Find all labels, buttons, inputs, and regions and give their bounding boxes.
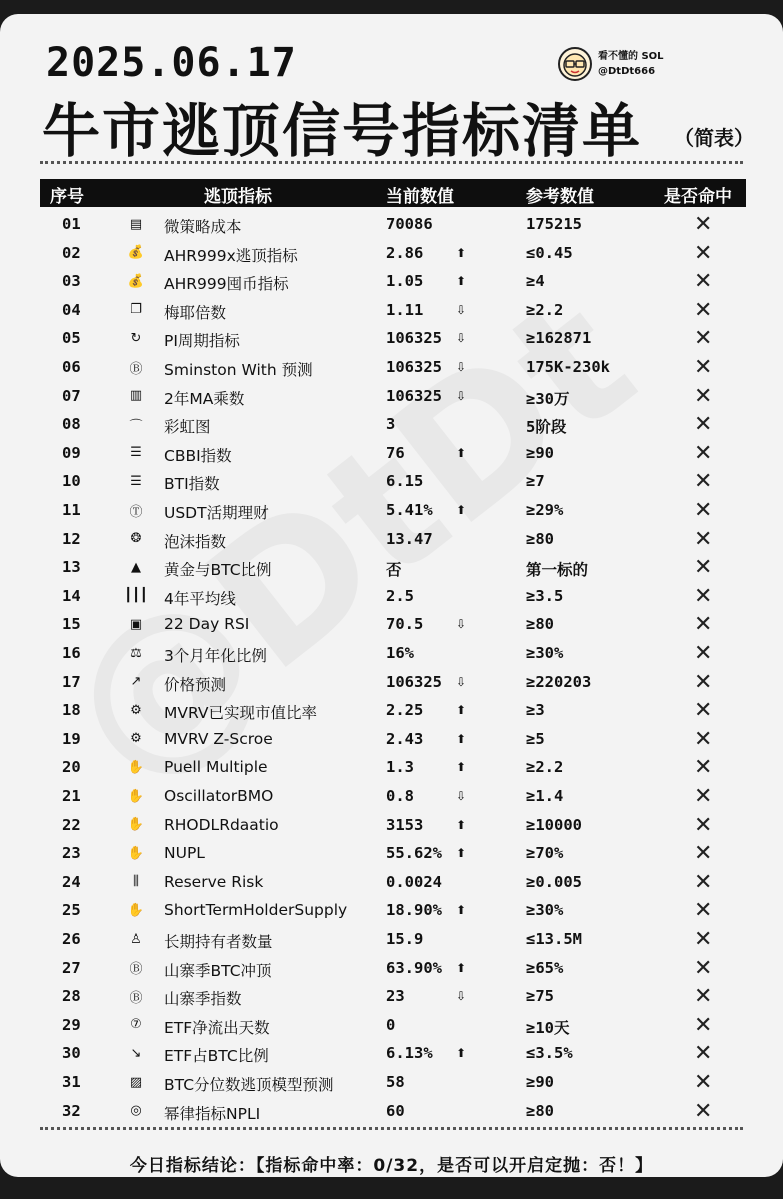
indicator-name: 梅耶倍数 <box>164 303 227 322</box>
not-hit-icon: ✕ <box>694 1041 713 1067</box>
reserve-icon: ⫼ <box>133 874 139 890</box>
current-value: 55.62% <box>386 844 442 863</box>
trend-arrow-icon: ⬆ <box>456 245 467 260</box>
not-hit-icon: ✕ <box>694 784 713 809</box>
table-row <box>0 324 783 353</box>
row-number: 09 <box>62 443 81 462</box>
report-date: 2025.06.17 <box>46 40 297 86</box>
indicator-name: PI周期指标 <box>164 332 240 351</box>
current-value: 106325 <box>386 358 442 376</box>
trend-arrow-icon: ⇩ <box>456 388 467 403</box>
indicator-name: 价格预测 <box>164 675 227 694</box>
current-value: 3 <box>386 415 396 434</box>
row-number: 16 <box>62 644 81 662</box>
calendar-icon: ⑦ <box>130 1017 142 1033</box>
row-number: 13 <box>62 558 81 577</box>
reference-value: ≥2.2 <box>526 758 564 777</box>
not-hit-icon: ✕ <box>694 927 713 952</box>
table-row <box>0 1039 783 1068</box>
bars-icon: ┃┃┃ <box>124 588 148 604</box>
document-icon: ▤ <box>129 216 143 232</box>
row-number: 08 <box>62 415 81 434</box>
not-hit-icon: ✕ <box>694 955 713 981</box>
gold-bars-icon: ▲ <box>131 559 141 575</box>
table-row <box>0 382 783 411</box>
trend-arrow-icon: ⬆ <box>456 274 467 289</box>
indicator-name: 彩虹图 <box>164 418 211 437</box>
page-title: 牛市逃顶信号指标清单 <box>42 97 643 165</box>
indicator-name: MVRV Z-Scroe <box>164 729 273 748</box>
indicator-name: 山寨季BTC冲顶 <box>164 961 272 980</box>
trend-arrow-icon: ⬆ <box>456 731 467 746</box>
reference-value: ≥75 <box>526 987 554 1006</box>
reference-value: ≥3 <box>526 701 545 720</box>
row-number: 04 <box>62 300 81 319</box>
reference-value: 175K-230k <box>526 358 610 376</box>
current-value: 2.5 <box>386 586 414 605</box>
table-row <box>0 868 783 897</box>
indicator-name: MVRV已实现市值比率 <box>164 704 318 723</box>
reference-value: ≤3.5% <box>526 1044 573 1063</box>
not-hit-icon: ✕ <box>694 440 713 466</box>
reference-value: ≥0.005 <box>526 872 582 891</box>
trend-arrow-icon: ⇩ <box>456 360 467 374</box>
table-row <box>0 410 783 439</box>
current-value: 1.11 <box>386 300 424 319</box>
indicator-name: 幂律指标NPLI <box>164 1104 261 1123</box>
column-header-hit: 是否命中 <box>664 187 732 207</box>
handshake-icon: ✋ <box>127 759 145 775</box>
indicator-name: 22 Day RSI <box>164 615 250 634</box>
not-hit-icon: ✕ <box>694 1012 713 1038</box>
indicator-name: 4年平均线 <box>164 589 236 608</box>
current-value: 6.15 <box>386 472 424 491</box>
not-hit-icon: ✕ <box>694 555 713 581</box>
current-value: 5.41% <box>386 501 433 519</box>
refresh-icon: ↻ <box>130 330 142 346</box>
page-subtitle: （简表） <box>674 126 754 150</box>
reference-value: ≥70% <box>526 844 564 863</box>
indicator-name: Sminston With 预测 <box>164 361 313 379</box>
handshake-icon: ✋ <box>127 817 145 833</box>
row-number: 19 <box>62 729 81 748</box>
table-row <box>0 782 783 811</box>
bitcoin-icon: Ⓑ <box>129 361 143 377</box>
row-number: 03 <box>62 272 81 291</box>
trend-arrow-icon: ⬆ <box>456 846 467 861</box>
reference-value: ≥2.2 <box>526 300 564 319</box>
indicator-name: NUPL <box>164 844 205 863</box>
table-row <box>0 839 783 868</box>
reference-value: ≥7 <box>526 472 545 491</box>
row-number: 01 <box>62 215 81 233</box>
indicator-name: BTI指数 <box>164 475 220 494</box>
not-hit-icon: ✕ <box>694 898 713 924</box>
tether-icon: Ⓣ <box>129 504 143 520</box>
row-number: 20 <box>62 758 81 777</box>
row-number: 32 <box>62 1101 81 1120</box>
current-value: 76 <box>386 443 405 462</box>
indicator-name: 微策略成本 <box>164 218 242 236</box>
table-row <box>0 639 783 668</box>
scale-icon: ⚖ <box>130 645 142 661</box>
column-header-name: 逃顶指标 <box>204 187 272 207</box>
indicator-name: ETF净流出天数 <box>164 1018 270 1037</box>
current-value: 106325 <box>386 386 442 405</box>
current-value: 2.25 <box>386 701 424 720</box>
row-number: 18 <box>62 701 81 720</box>
trend-arrow-icon: ⇩ <box>456 302 467 317</box>
table-row <box>0 439 783 468</box>
avatar <box>558 47 592 81</box>
row-number: 27 <box>62 958 81 977</box>
row-number: 17 <box>62 672 81 691</box>
not-hit-icon: ✕ <box>694 612 713 638</box>
not-hit-icon: ✕ <box>694 269 713 295</box>
table-row <box>0 467 783 496</box>
row-number: 24 <box>62 872 81 891</box>
table-row <box>0 525 783 554</box>
row-number: 14 <box>62 586 81 605</box>
chart-icon: ▥ <box>129 388 143 404</box>
reference-value: ≤0.45 <box>526 243 573 262</box>
row-number: 22 <box>62 815 81 834</box>
table-row <box>0 696 783 725</box>
current-value: 1.05 <box>386 272 424 291</box>
spiral-icon: ◎ <box>130 1103 142 1119</box>
not-hit-icon: ✕ <box>694 412 713 438</box>
row-number: 21 <box>62 787 81 805</box>
table-row <box>0 896 783 925</box>
reference-value: ≥1.4 <box>526 787 564 805</box>
indicator-name: 山寨季指数 <box>164 990 242 1009</box>
table-row <box>0 353 783 382</box>
not-hit-icon: ✕ <box>694 755 713 781</box>
reference-value: ≥90 <box>526 443 554 462</box>
trend-arrow-icon: ⇩ <box>456 331 467 346</box>
indicator-name: 2年MA乘数 <box>164 389 245 408</box>
indicator-name: AHR999囤币指标 <box>164 275 289 294</box>
indicator-name: Puell Multiple <box>164 758 268 777</box>
not-hit-icon: ✕ <box>694 698 713 724</box>
copy-icon: ❐ <box>130 302 142 318</box>
reference-value: ≤13.5M <box>526 930 582 948</box>
trend-arrow-icon: ⬆ <box>456 703 467 718</box>
row-number: 02 <box>62 243 81 262</box>
money-bag-icon: 💰 <box>127 245 145 261</box>
current-value: 106325 <box>386 329 442 348</box>
table-row <box>0 925 783 954</box>
reference-value: ≥162871 <box>526 329 592 348</box>
row-number: 12 <box>62 529 81 548</box>
not-hit-icon: ✕ <box>694 498 713 523</box>
reference-value: ≥10000 <box>526 815 582 834</box>
row-number: 06 <box>62 358 81 376</box>
reference-value: ≥4 <box>526 272 545 291</box>
not-hit-icon: ✕ <box>694 726 713 752</box>
table-row <box>0 496 783 525</box>
trend-arrow-icon: ⇩ <box>456 989 467 1004</box>
current-value: 63.90% <box>386 958 442 977</box>
not-hit-icon: ✕ <box>694 841 713 867</box>
bitcoin-icon: Ⓑ <box>129 962 143 978</box>
indicator-name: OscillatorBMO <box>164 787 274 805</box>
indicator-name: 长期持有者数量 <box>164 933 273 951</box>
table-header <box>40 179 746 207</box>
current-value: 2.43 <box>386 729 424 748</box>
row-number: 05 <box>62 329 81 348</box>
current-value: 16% <box>386 644 414 662</box>
reference-value: ≥80 <box>526 529 554 548</box>
reference-value: ≥5 <box>526 729 545 748</box>
reference-value: ≥30万 <box>526 389 570 408</box>
current-value: 15.9 <box>386 930 424 948</box>
indicator-name: BTC分位数逃顶模型预测 <box>164 1076 334 1094</box>
current-value: 13.47 <box>386 529 433 548</box>
row-number: 11 <box>62 501 81 519</box>
wallet-icon: ▣ <box>129 616 143 632</box>
coins-icon: ☰ <box>130 473 142 489</box>
stripes-icon: ▨ <box>129 1074 143 1090</box>
row-number: 25 <box>62 901 81 920</box>
indicator-name: 泡沫指数 <box>164 532 227 551</box>
table-row <box>0 1097 783 1126</box>
holder-icon: ♙ <box>130 931 142 947</box>
rainbow-icon: ⌒ <box>129 418 143 434</box>
indicator-name: CBBI指数 <box>164 446 232 465</box>
current-value: 70086 <box>386 215 433 233</box>
table-row <box>0 1011 783 1040</box>
row-number: 29 <box>62 1015 81 1034</box>
table-row <box>0 753 783 782</box>
coins-icon: ☰ <box>130 445 142 461</box>
author-name: 看不懂的 SOL <box>598 51 664 62</box>
author-badge <box>558 47 664 81</box>
indicator-name: USDT活期理财 <box>164 504 269 522</box>
column-header-reference: 参考数值 <box>526 187 594 207</box>
reference-value: ≥65% <box>526 958 564 977</box>
reference-value: ≥80 <box>526 615 554 634</box>
current-value: 6.13% <box>386 1044 433 1063</box>
reference-value: 第一标的 <box>526 561 589 580</box>
indicator-name: 黄金与BTC比例 <box>164 561 272 580</box>
not-hit-icon: ✕ <box>694 812 713 838</box>
handshake-icon: ✋ <box>127 788 145 804</box>
current-value: 0 <box>386 1015 396 1034</box>
not-hit-icon: ✕ <box>694 526 713 552</box>
not-hit-icon: ✕ <box>694 1098 713 1124</box>
trend-arrow-icon: ⇩ <box>456 617 467 632</box>
current-value: 18.90% <box>386 901 442 920</box>
table-row <box>0 982 783 1011</box>
not-hit-icon: ✕ <box>694 869 713 895</box>
avatar-face-icon <box>560 49 590 79</box>
trend-down-icon: ↘ <box>130 1045 142 1061</box>
not-hit-icon: ✕ <box>694 240 713 266</box>
column-header-num: 序号 <box>50 187 84 207</box>
trend-arrow-icon: ⬆ <box>456 445 467 460</box>
reference-value: ≥29% <box>526 501 564 519</box>
reference-value: 5阶段 <box>526 418 567 437</box>
trend-arrow-icon: ⇩ <box>456 674 467 689</box>
reference-value: ≥90 <box>526 1073 554 1091</box>
indicator-name: ETF占BTC比例 <box>164 1047 269 1066</box>
trend-arrow-icon: ⬆ <box>456 503 467 517</box>
top-divider <box>40 161 743 164</box>
indicator-name: AHR999x逃顶指标 <box>164 246 298 265</box>
table-row <box>0 553 783 582</box>
money-bag-icon: 💰 <box>127 273 145 289</box>
handshake-icon: ✋ <box>127 902 145 918</box>
not-hit-icon: ✕ <box>694 583 713 609</box>
row-number: 15 <box>62 615 81 634</box>
bottom-divider <box>40 1127 743 1130</box>
current-value: 60 <box>386 1101 405 1120</box>
table-row <box>0 811 783 840</box>
author-handle: @DtDt666 <box>598 66 656 77</box>
column-header-current: 当前数值 <box>386 187 454 207</box>
row-number: 07 <box>62 386 81 405</box>
row-number: 23 <box>62 844 81 863</box>
table-row <box>0 725 783 754</box>
handshake-icon: ✋ <box>127 845 145 861</box>
not-hit-icon: ✕ <box>694 984 713 1010</box>
reference-value: ≥30% <box>526 644 564 662</box>
current-value: 否 <box>386 561 402 580</box>
trend-arrow-icon: ⬆ <box>456 960 467 975</box>
bubble-icon: ❂ <box>130 531 142 547</box>
current-value: 1.3 <box>386 758 414 777</box>
not-hit-icon: ✕ <box>694 297 713 323</box>
reference-value: ≥30% <box>526 901 564 920</box>
indicator-name: RHODLRdaatio <box>164 815 279 834</box>
trend-arrow-icon: ⬆ <box>456 760 467 775</box>
not-hit-icon: ✕ <box>694 1070 713 1095</box>
row-number: 10 <box>62 472 81 491</box>
table-row <box>0 1068 783 1097</box>
gear-icon: ⚙ <box>130 731 142 747</box>
current-value: 0.8 <box>386 787 414 805</box>
current-value: 58 <box>386 1073 405 1091</box>
row-number: 31 <box>62 1073 81 1091</box>
current-value: 106325 <box>386 672 442 691</box>
paper-card <box>0 14 783 1177</box>
table-row <box>0 954 783 983</box>
row-number: 30 <box>62 1044 81 1063</box>
trend-arrow-icon: ⬆ <box>456 817 467 832</box>
row-number: 26 <box>62 930 81 948</box>
trend-arrow-icon: ⬆ <box>456 1046 467 1061</box>
table-row <box>0 267 783 296</box>
reference-value: ≥10天 <box>526 1018 570 1037</box>
not-hit-icon: ✕ <box>694 383 713 409</box>
trend-arrow-icon: ⇩ <box>456 789 467 803</box>
table-row <box>0 610 783 639</box>
gear-icon: ⚙ <box>130 702 142 718</box>
price-up-icon: ↗ <box>130 674 142 690</box>
table-row <box>0 210 783 239</box>
not-hit-icon: ✕ <box>694 355 713 380</box>
current-value: 2.86 <box>386 243 424 262</box>
current-value: 3153 <box>386 815 424 834</box>
reference-value: ≥80 <box>526 1101 554 1120</box>
current-value: 23 <box>386 987 405 1006</box>
not-hit-icon: ✕ <box>694 212 713 237</box>
current-value: 0.0024 <box>386 872 442 891</box>
trend-arrow-icon: ⬆ <box>456 903 467 918</box>
bitcoin-icon: Ⓑ <box>129 990 143 1006</box>
table-row <box>0 582 783 611</box>
indicator-name: ShortTermHolderSupply <box>164 901 348 920</box>
current-value: 70.5 <box>386 615 424 634</box>
reference-value: ≥220203 <box>526 672 592 691</box>
indicator-name: 3个月年化比例 <box>164 647 267 665</box>
conclusion-text: 今日指标结论：【指标命中率：0/32，是否可以开启定抛：否！】 <box>129 1156 654 1176</box>
table-row <box>0 239 783 268</box>
reference-value: ≥3.5 <box>526 586 564 605</box>
table-row <box>0 296 783 325</box>
not-hit-icon: ✕ <box>694 641 713 666</box>
not-hit-icon: ✕ <box>694 669 713 695</box>
reference-value: 175215 <box>526 215 582 233</box>
table-row <box>0 668 783 697</box>
not-hit-icon: ✕ <box>694 326 713 352</box>
row-number: 28 <box>62 987 81 1006</box>
indicator-name: Reserve Risk <box>164 872 264 891</box>
not-hit-icon: ✕ <box>694 469 713 495</box>
